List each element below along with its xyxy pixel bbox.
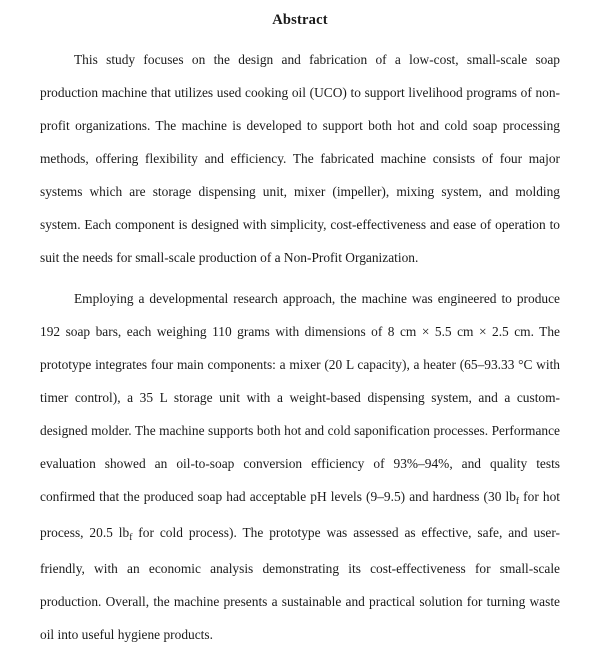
subscript-f: f [515, 497, 520, 508]
subscript-f: f [129, 533, 133, 544]
page-title: Abstract [272, 12, 328, 28]
abstract-paragraph-2: Employing a developmental research approach, the machine was engineered to produce 192 soap bars, each weighing 110 grams with dimensions of 8 cm × 5.5 cm × 2.5 cm. The prototype integrates four main components: a mixer (20 L capacity), a heater (65–93.33 °C with timer control), a 35 L storage unit with a weight-based dispensing system, and a custom-designed molder. The machine supports both hot and cold saponification processes. Performance evaluation showed an oil-to-soap conversion efficiency of 93%–94%, and quality tests confirmed that the produced soap had acceptable pH levels (9–9.5) and hardness (30 $lb_f$ for hot process, 20.5 $lb_f$ for cold process). The prototype was assessed as effective, safe, and user-friendly, with an economic analysis demonstrating its cost-effectiveness for small-scale production. Overall, the machine presents a sustainable and practical solution for turning waste oil into useful hygiene products. [40, 291, 560, 643]
abstract-paragraph-1: This study focuses on the design and fabrication of a low-cost, small-scale soap production machine that utilizes used cooking oil (UCO) to support livelihood programs of non-profit organizations. The machine is developed to support both hot and cold soap processing methods, offering flexibility and efficiency. The fabricated machine consists of four major systems which are storage dispensing unit, mixer (impeller), mixing system, and molding system. Each component is designed with simplicity, cost-effectiveness and ease of operation to suit the needs for small-scale production of a Non-Profit Organization. [40, 52, 560, 266]
